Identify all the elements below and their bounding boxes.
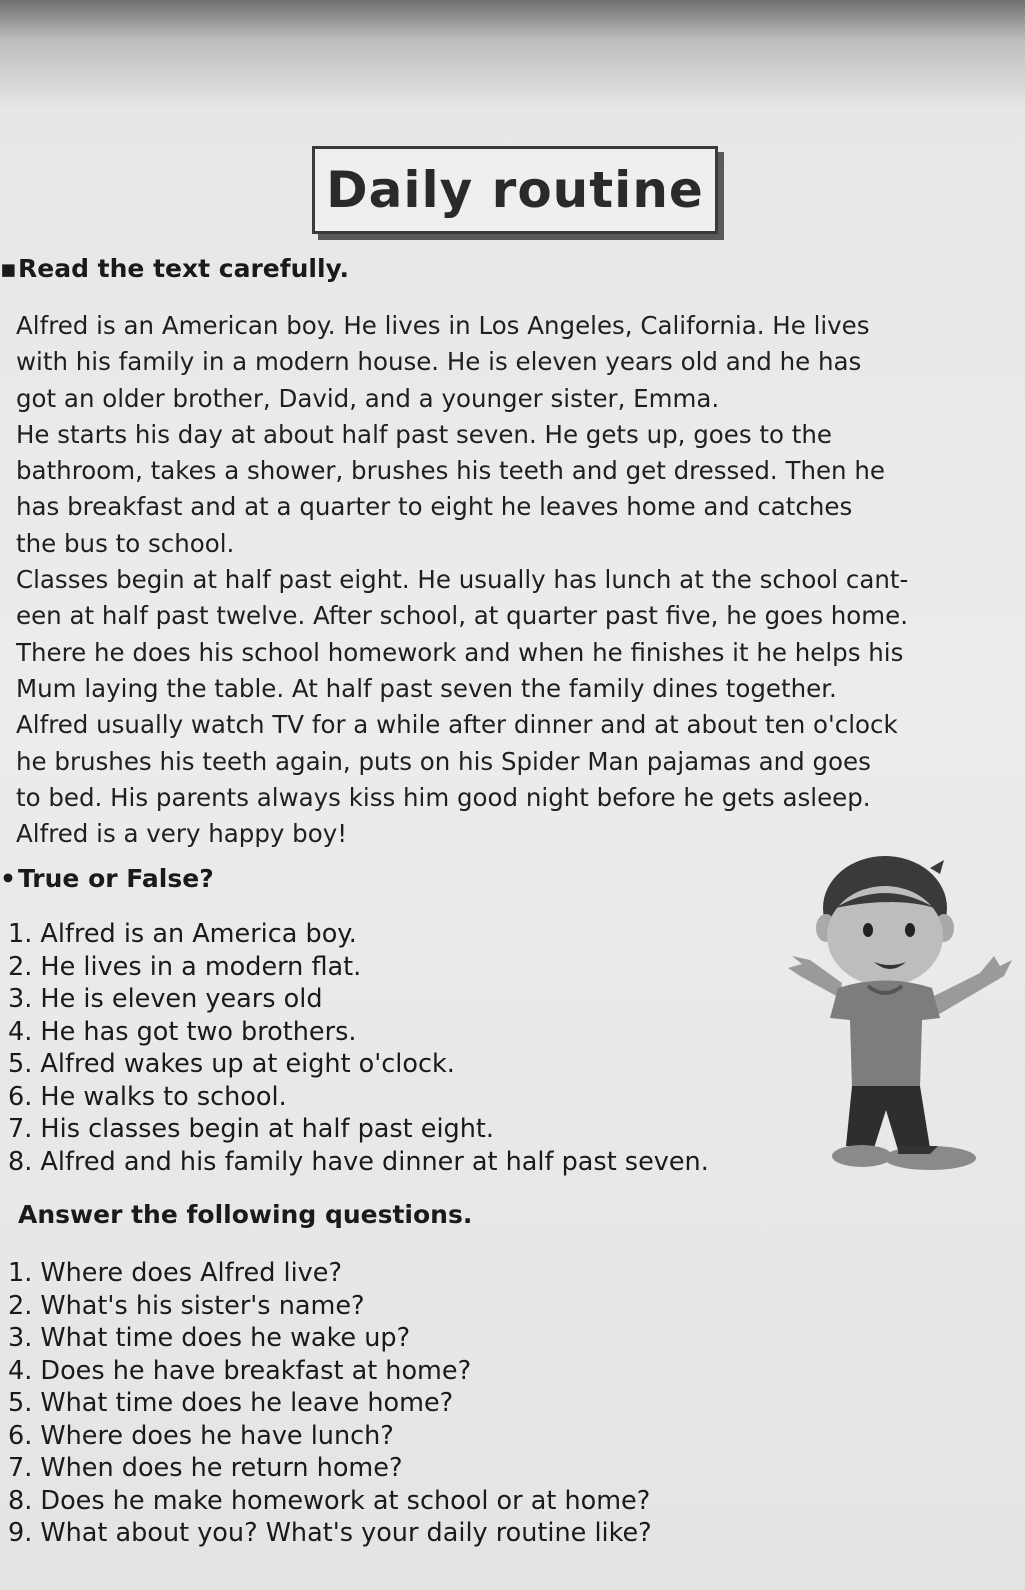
- questions-heading: [0, 1200, 472, 1229]
- reading-line: with his family in a modern house. He is eleven years old and he has: [16, 347, 862, 377]
- questions-heading-text: Answer the following questions.: [18, 1200, 473, 1229]
- list-item: 8. Alfred and his family have dinner at half past seven.: [8, 1146, 709, 1177]
- reading-line: He starts his day at about half past seven. He gets up, goes to the: [16, 419, 833, 449]
- reading-line: to bed. His parents always kiss him good night before he gets asleep.: [16, 782, 871, 812]
- reading-heading: [0, 254, 349, 283]
- list-item: 7. His classes begin at half past eight.: [8, 1114, 494, 1144]
- list-item: 4. Does he have breakfast at home?: [8, 1355, 472, 1386]
- reading-line: Alfred is a very happy boy!: [16, 819, 348, 849]
- reading-line: he brushes his teeth again, puts on his Spider Man pajamas and goes: [16, 746, 871, 776]
- questions-list: [8, 1257, 652, 1550]
- reading-instruction: Read the text carefully.: [18, 254, 350, 283]
- reading-line: Mum laying the table. At half past seven the family dines together.: [16, 673, 837, 703]
- list-item: 1. Alfred is an America boy.: [8, 919, 357, 949]
- list-item: 2. He lives in a modern flat.: [8, 951, 362, 982]
- list-item: 6. Where does he have lunch?: [8, 1420, 394, 1451]
- true-false-heading: [0, 864, 214, 893]
- reading-line: bathroom, takes a shower, brushes his teeth and get dressed. Then he: [16, 456, 885, 486]
- list-item: 2. What's his sister's name?: [8, 1290, 365, 1321]
- bullet-icon: ▪: [0, 254, 17, 283]
- title-box: [312, 146, 718, 234]
- list-item: 3. What time does he wake up?: [8, 1323, 411, 1353]
- list-item: 4. He has got two brothers.: [8, 1016, 357, 1047]
- cartoon-boy-icon: [780, 848, 1020, 1188]
- list-item: 6. He walks to school.: [8, 1081, 287, 1112]
- list-item: 5. What time does he leave home?: [8, 1388, 454, 1418]
- list-item: 7. When does he return home?: [8, 1453, 403, 1483]
- reading-line: Classes begin at half past eight. He usually has lunch at the school cant-: [16, 565, 909, 595]
- bullet-icon: •: [0, 864, 16, 893]
- page-title: Daily routine: [326, 161, 704, 219]
- reading-line: There he does his school homework and when he finishes it he helps his: [16, 637, 904, 667]
- list-item: 9. What about you? What's your daily routine like?: [8, 1518, 652, 1548]
- reading-text: [16, 308, 1016, 852]
- list-item: 1. Where does Alfred live?: [8, 1258, 342, 1288]
- list-item: 5. Alfred wakes up at eight o'clock.: [8, 1049, 455, 1079]
- reading-line: got an older brother, David, and a younger sister, Emma.: [16, 383, 720, 413]
- list-item: 3. He is eleven years old: [8, 984, 323, 1014]
- reading-line: the bus to school.: [16, 528, 235, 558]
- true-false-heading-text: True or False?: [18, 864, 214, 893]
- reading-line: een at half past twelve. After school, at quarter past five, he goes home.: [16, 601, 908, 631]
- reading-line: has breakfast and at a quarter to eight he leaves home and catches: [16, 492, 853, 522]
- list-item: 8. Does he make homework at school or at home?: [8, 1485, 651, 1516]
- true-false-list: [8, 918, 709, 1178]
- reading-line: Alfred usually watch TV for a while after dinner and at about ten o'clock: [16, 710, 898, 740]
- reading-line: Alfred is an American boy. He lives in Los Angeles, California. He lives: [16, 311, 870, 340]
